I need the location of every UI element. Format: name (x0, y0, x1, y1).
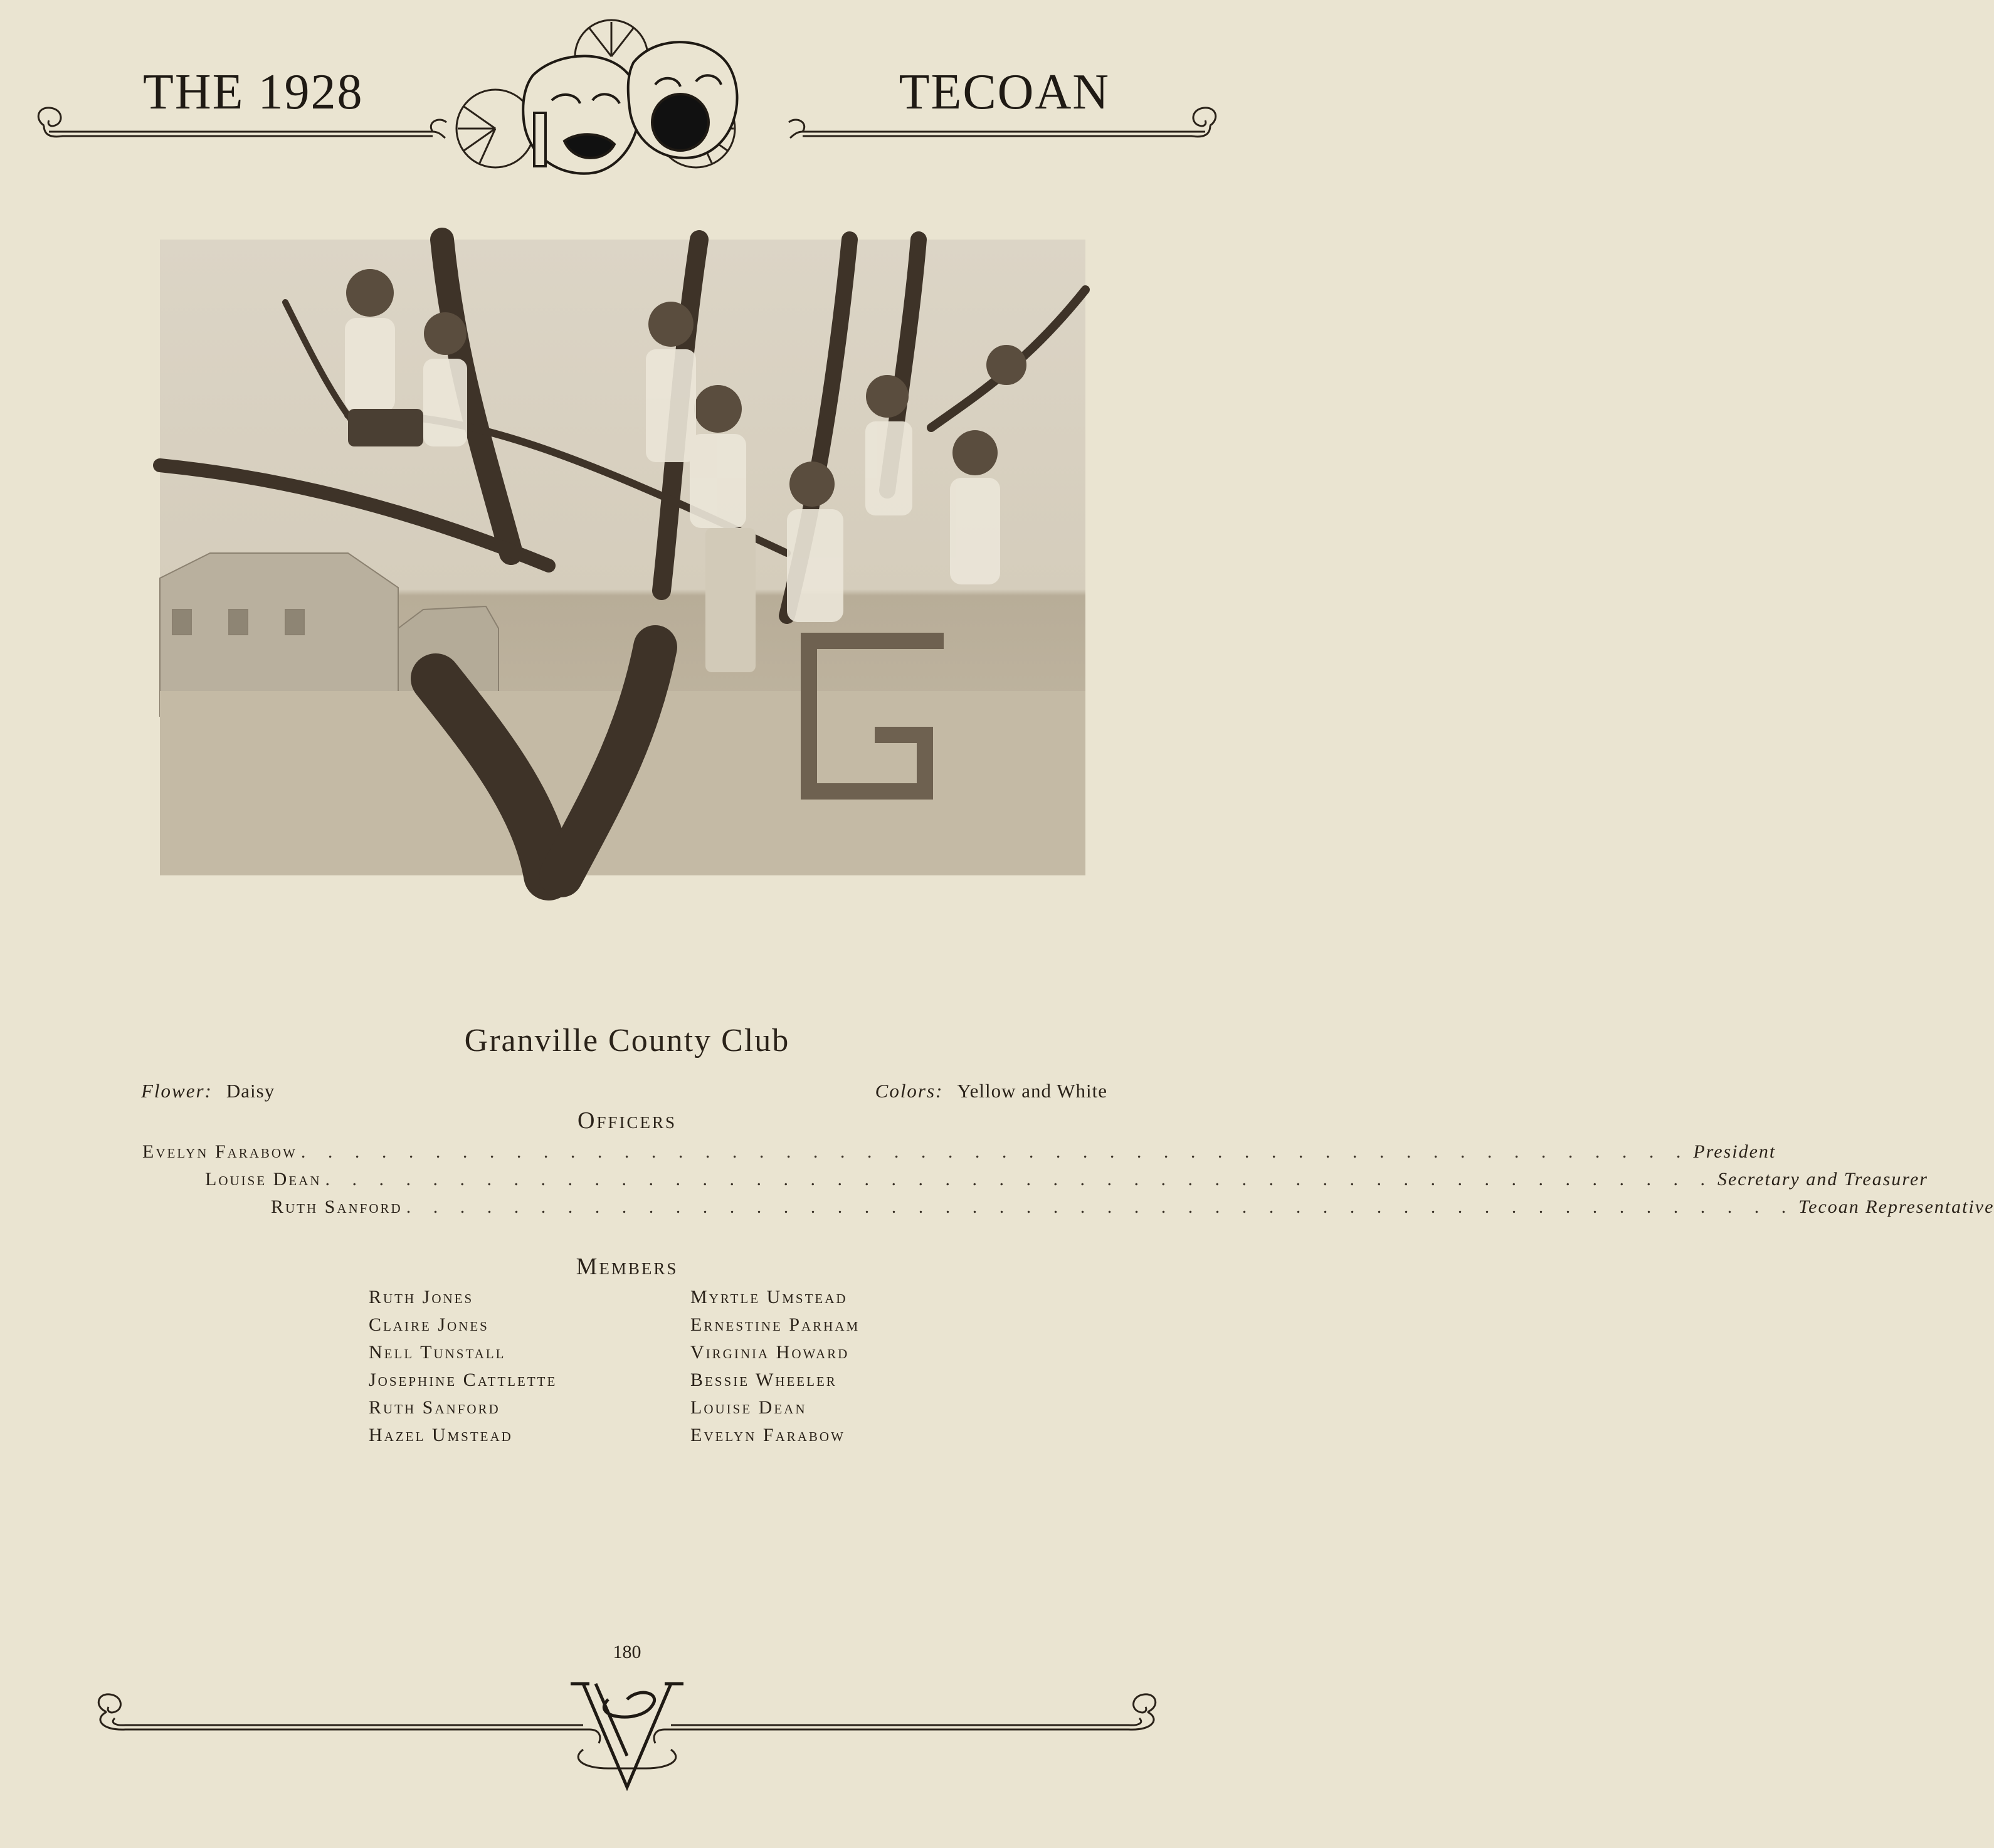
club-photo (160, 240, 1085, 875)
colors-label: Colors: (875, 1080, 944, 1102)
officer-name: Ruth Sanford (271, 1196, 403, 1217)
member-name: Ruth Jones (369, 1287, 474, 1307)
member-name: Ruth Sanford (369, 1397, 500, 1418)
monogram-ornament-icon (88, 1681, 1166, 1793)
members-right-column (690, 1287, 860, 1452)
leader-dots: . . . . . . . . . . . . . . . . . . . . . . . . . . . . . . . . . . . . . . . . . . . . . . . . . . . . (406, 1196, 1795, 1217)
member-name: Louise Dean (690, 1397, 807, 1418)
club-title: Granville County Club (464, 1023, 790, 1059)
page-number: 180 (613, 1642, 641, 1662)
member-name: Claire Jones (369, 1314, 489, 1335)
flower-label: Flower: (141, 1080, 213, 1102)
member-name: Evelyn Farabow (690, 1425, 845, 1445)
member-name: Bessie Wheeler (690, 1370, 837, 1390)
members-left-column (369, 1287, 557, 1452)
officer-name: Louise Dean (205, 1169, 322, 1190)
officer-row (205, 1169, 1928, 1190)
member-name: Myrtle Umstead (690, 1287, 848, 1307)
officer-role: Tecoan Representative (1798, 1196, 1994, 1217)
leader-dots: . . . . . . . . . . . . . . . . . . . . . . . . . . . . . . . . . . . . . . . . . . . . . . . . . . . . (325, 1169, 1714, 1190)
member-name: Josephine Cattlette (369, 1370, 557, 1390)
footer-ornament (88, 1681, 1166, 1797)
officer-name: Evelyn Farabow (142, 1141, 297, 1162)
officer-row (142, 1141, 1776, 1163)
officer-role: Secretary and Treasurer (1717, 1169, 1928, 1190)
colors-row (875, 1080, 1107, 1102)
leader-dots: . . . . . . . . . . . . . . . . . . . . . . . . . . . . . . . . . . . . . . . . . . . . . . . . . . . . (300, 1141, 1690, 1162)
member-name: Hazel Umstead (369, 1425, 513, 1445)
flower-value: Daisy (226, 1080, 275, 1102)
member-name: Ernestine Parham (690, 1314, 860, 1335)
officers-heading: Officers (578, 1107, 677, 1134)
header-right-title: TECOAN (899, 65, 1110, 120)
member-name: Virginia Howard (690, 1342, 850, 1363)
members-heading: Members (576, 1254, 678, 1280)
officer-row (271, 1196, 1994, 1218)
flower-row (141, 1080, 275, 1102)
header-left-title: THE 1928 (143, 65, 364, 120)
member-name: Nell Tunstall (369, 1342, 506, 1363)
officer-role: President (1693, 1141, 1776, 1162)
colors-value: Yellow and White (957, 1080, 1107, 1102)
